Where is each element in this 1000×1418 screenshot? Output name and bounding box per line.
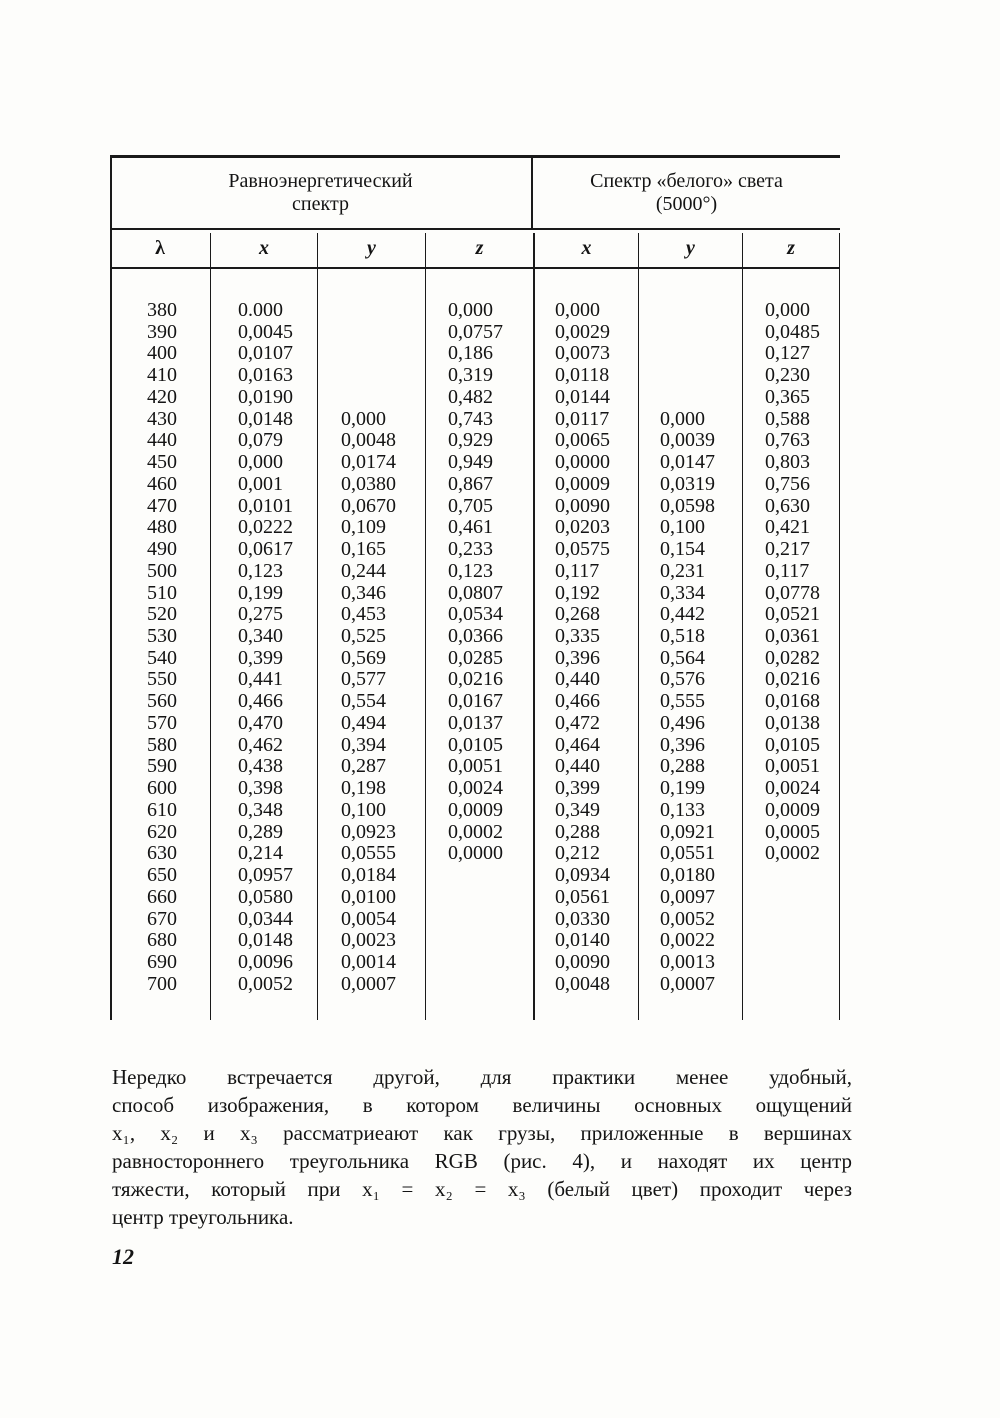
table-cell: 0,0148	[238, 929, 293, 952]
table-cell: 0,0222	[238, 516, 293, 539]
table-cell: 0,365	[765, 385, 810, 408]
table-cell: 0,0073	[555, 342, 610, 365]
table-cell: 0,0002	[448, 820, 503, 843]
table-cell: 0,482	[448, 385, 493, 408]
table-cell: 0,588	[765, 407, 810, 430]
table-cell: 660	[147, 885, 177, 908]
table-cell: 0,0000	[555, 451, 610, 474]
col-header-lambda: λ	[155, 237, 165, 259]
page-number: 12	[112, 1244, 134, 1269]
table-cell: 0,0138	[765, 711, 820, 734]
table-cell: 0,0024	[765, 777, 820, 800]
table-cell	[765, 974, 820, 996]
table-cell: 0,0005	[765, 820, 820, 843]
table-cell: 580	[147, 733, 177, 756]
table-cell: 0,0485	[765, 320, 820, 343]
table-cell: 0,440	[555, 668, 600, 691]
body-paragraph	[112, 1063, 852, 1231]
table-cell: 0,0190	[238, 385, 293, 408]
table-cell: 500	[147, 559, 177, 582]
table-cell: 0,399	[555, 777, 600, 800]
header-mid-rule	[110, 228, 840, 230]
table-cell: 0,348	[238, 798, 283, 821]
table-cell: 420	[147, 385, 177, 408]
table-cell: 520	[147, 603, 177, 626]
table-cell: 490	[147, 538, 177, 561]
left-border	[110, 155, 112, 1020]
table-cell: 650	[147, 864, 177, 887]
paragraph-line: способ изображения, в котором величины основных ощущений	[112, 1093, 852, 1117]
table-cell: 0,288	[660, 755, 705, 778]
table-cell: 0,0051	[765, 755, 820, 778]
paragraph-line: Нередко встречается другой, для практики менее удобный,	[112, 1065, 852, 1089]
table-cell	[765, 887, 820, 909]
table-cell: 0,0101	[238, 494, 293, 517]
table-cell: 0,0148	[238, 407, 293, 430]
table-cell: 0,334	[660, 581, 705, 604]
table-cell: 0,0216	[448, 668, 503, 691]
table-cell: 410	[147, 364, 177, 387]
table-cell: 0,564	[660, 646, 705, 669]
table-cell: 0,0561	[555, 885, 610, 908]
table-cell: 0,0807	[448, 581, 503, 604]
table-cell: 0,0024	[448, 777, 503, 800]
table-cell: 0,335	[555, 625, 600, 648]
table-cell: 0,438	[238, 755, 283, 778]
table-cell: 0,441	[238, 668, 283, 691]
table-cell: 0,630	[765, 494, 810, 517]
table-cell: 0,217	[765, 538, 810, 561]
divider-2	[317, 233, 318, 1020]
table-top-rule	[110, 155, 840, 158]
table-cell: 0.000	[238, 299, 283, 321]
table-cell	[660, 365, 715, 387]
table-cell: 0,0048	[555, 972, 610, 995]
table-cell: 680	[147, 929, 177, 952]
table-cell: 0,0330	[555, 907, 610, 930]
table-cell	[341, 365, 396, 387]
table-cell: 0,576	[660, 668, 705, 691]
table-cell: 0,288	[555, 820, 600, 843]
table-cell: 400	[147, 342, 177, 365]
table-cell: 0,577	[341, 668, 386, 691]
table-cell: 0,0048	[341, 429, 396, 452]
table-cell	[341, 322, 396, 344]
table-cell: 0,000	[660, 407, 705, 430]
table-cell: 0,472	[555, 711, 600, 734]
table-cell: 0,0180	[660, 864, 715, 887]
table-cell: 480	[147, 516, 177, 539]
table-cell: 0,212	[555, 842, 600, 865]
table-cell: 0,0052	[238, 972, 293, 995]
table-cell: 0,346	[341, 581, 386, 604]
divider-3	[425, 233, 426, 1020]
table-cell: 0,743	[448, 407, 493, 430]
table-cell: 0,0282	[765, 646, 820, 669]
table-cell: 0,231	[660, 559, 705, 582]
table-cell: 0,0100	[341, 885, 396, 908]
table-cell	[341, 387, 396, 409]
table-cell: 0,763	[765, 429, 810, 452]
table-cell	[765, 865, 820, 887]
table-cell: 0,0923	[341, 820, 396, 843]
table-cell: 630	[147, 842, 177, 865]
table-cell	[341, 300, 396, 322]
table-cell: 0,0174	[341, 451, 396, 474]
table-cell	[765, 930, 820, 952]
table-cell: 0,198	[341, 777, 386, 800]
table-cell: 0,0118	[555, 364, 610, 387]
table-cell: 0,0000	[448, 842, 503, 865]
wl-x-column	[555, 300, 610, 996]
table-cell: 0,0014	[341, 951, 396, 974]
table-cell: 0,0096	[238, 951, 293, 974]
table-cell: 0,0216	[765, 668, 820, 691]
table-cell: 0,466	[238, 690, 283, 713]
table-cell: 0,0009	[555, 472, 610, 495]
table-cell	[341, 343, 396, 365]
table-cell: 0,0007	[660, 972, 715, 995]
table-cell: 0,123	[448, 559, 493, 582]
table-cell: 0,0344	[238, 907, 293, 930]
table-cell: 0,0144	[555, 385, 610, 408]
table-cell: 0,275	[238, 603, 283, 626]
table-cell: 0,349	[555, 798, 600, 821]
ee-z-column	[448, 300, 503, 996]
table-cell	[660, 322, 715, 344]
table-cell	[765, 909, 820, 931]
col-header-ee-x: x	[259, 237, 269, 259]
table-cell: 0,000	[555, 299, 600, 321]
table-cell	[660, 300, 715, 322]
table-cell	[448, 974, 503, 996]
table-cell: 430	[147, 407, 177, 430]
table-cell: 0,803	[765, 451, 810, 474]
table-cell: 0,470	[238, 711, 283, 734]
table-cell: 0,289	[238, 820, 283, 843]
table-cell: 0,464	[555, 733, 600, 756]
table-cell: 0,100	[660, 516, 705, 539]
table-cell: 0,0551	[660, 842, 715, 865]
table-cell: 0,0054	[341, 907, 396, 930]
table-cell: 0,000	[238, 451, 283, 474]
table-cell: 0,287	[341, 755, 386, 778]
table-cell: 0,001	[238, 472, 283, 495]
paragraph-line: тяжести, который при x₁ = x₂ = x₃ (белый цвет) проходит через	[112, 1177, 852, 1201]
table-cell: 0,268	[555, 603, 600, 626]
table-cell: 0,109	[341, 516, 386, 539]
color-data-table	[110, 155, 840, 1025]
table-cell: 0,192	[555, 581, 600, 604]
table-cell: 0,494	[341, 711, 386, 734]
table-cell: 0,525	[341, 625, 386, 648]
table-cell: 600	[147, 777, 177, 800]
paragraph-line: равностороннего треугольника RGB (рис. 4), и находят их центр	[112, 1149, 852, 1173]
table-cell: 0,0137	[448, 711, 503, 734]
table-cell: 530	[147, 625, 177, 648]
table-cell: 0,0380	[341, 472, 396, 495]
divider-5	[638, 233, 639, 1020]
table-cell: 0,496	[660, 711, 705, 734]
table-cell: 0,000	[765, 299, 810, 321]
col-header-wl-z: z	[787, 237, 795, 259]
table-cell: 0,0555	[341, 842, 396, 865]
wl-y-column	[660, 300, 715, 996]
table-cell: 0,867	[448, 472, 493, 495]
table-cell: 0,0757	[448, 320, 503, 343]
table-cell: 0,199	[238, 581, 283, 604]
table-cell: 0,117	[555, 559, 600, 582]
divider-1	[210, 233, 211, 1020]
divider-7	[839, 233, 840, 1020]
table-cell: 0,0184	[341, 864, 396, 887]
table-cell: 610	[147, 798, 177, 821]
table-cell: 700	[147, 972, 177, 995]
table-cell	[660, 387, 715, 409]
table-cell: 0,442	[660, 603, 705, 626]
wl-z-column	[765, 300, 820, 996]
table-cell: 0,0039	[660, 429, 715, 452]
table-cell: 0,0013	[660, 951, 715, 974]
table-cell: 460	[147, 472, 177, 495]
table-cell: 0,0617	[238, 538, 293, 561]
table-cell: 550	[147, 668, 177, 691]
ee-x-column	[238, 300, 293, 996]
table-cell: 670	[147, 907, 177, 930]
paragraph-line: x₁, x₂ и x₃ рассматриеают как грузы, приложенные в вершинах	[112, 1121, 852, 1145]
table-cell	[765, 952, 820, 974]
table-cell: 0,554	[341, 690, 386, 713]
table-cell: 0,079	[238, 429, 283, 452]
header-bottom-rule	[110, 267, 840, 269]
table-cell: 0,340	[238, 625, 283, 648]
table-cell: 0,214	[238, 842, 283, 865]
table-cell: 0,0022	[660, 929, 715, 952]
table-cell: 0,0168	[765, 690, 820, 713]
table-cell: 0,0105	[765, 733, 820, 756]
table-cell: 0,0009	[765, 798, 820, 821]
table-cell: 0,0147	[660, 451, 715, 474]
table-cell: 0,0097	[660, 885, 715, 908]
table-cell: 0,165	[341, 538, 386, 561]
table-cell: 0,0319	[660, 472, 715, 495]
table-cell: 0,0009	[448, 798, 503, 821]
table-cell: 0,0957	[238, 864, 293, 887]
table-cell: 0,929	[448, 429, 493, 452]
table-cell: 440	[147, 429, 177, 452]
table-cell: 0,0921	[660, 820, 715, 843]
table-cell: 450	[147, 451, 177, 474]
col-header-ee-y: y	[367, 237, 376, 259]
table-cell	[448, 930, 503, 952]
table-cell: 0,0045	[238, 320, 293, 343]
col-header-wl-y: y	[686, 237, 695, 259]
table-cell: 0,319	[448, 364, 493, 387]
table-cell: 0,949	[448, 451, 493, 474]
paragraph-line: центр треугольника.	[112, 1205, 294, 1229]
table-cell: 0,453	[341, 603, 386, 626]
table-cell: 0,0002	[765, 842, 820, 865]
table-cell: 0,0051	[448, 755, 503, 778]
table-cell: 0,230	[765, 364, 810, 387]
table-cell: 0,123	[238, 559, 283, 582]
table-cell: 0,0052	[660, 907, 715, 930]
table-cell	[448, 865, 503, 887]
table-cell: 0,127	[765, 342, 810, 365]
col-header-wl-x: x	[581, 237, 592, 259]
table-cell: 0,462	[238, 733, 283, 756]
table-cell: 0,399	[238, 646, 283, 669]
equal-energy-header: Равноэнергетический спектр	[228, 170, 413, 215]
table-cell: 0,0090	[555, 951, 610, 974]
table-cell: 0,396	[660, 733, 705, 756]
table-cell: 0,000	[341, 407, 386, 430]
table-cell: 570	[147, 711, 177, 734]
table-cell: 0,0203	[555, 516, 610, 539]
table-cell: 0,117	[765, 559, 810, 582]
divider-4	[533, 233, 535, 1020]
table-cell: 0,0163	[238, 364, 293, 387]
table-cell: 0,461	[448, 516, 493, 539]
table-cell: 0,421	[765, 516, 810, 539]
table-cell: 0,0107	[238, 342, 293, 365]
table-cell: 0,398	[238, 777, 283, 800]
table-cell	[448, 952, 503, 974]
table-cell: 0,000	[448, 299, 493, 321]
table-cell: 0,233	[448, 538, 493, 561]
table-cell: 0,0778	[765, 581, 820, 604]
table-cell: 590	[147, 755, 177, 778]
table-cell: 0,0285	[448, 646, 503, 669]
table-cell: 510	[147, 581, 177, 604]
table-cell: 0,0598	[660, 494, 715, 517]
table-cell: 0,0521	[765, 603, 820, 626]
table-cell: 0,0140	[555, 929, 610, 952]
table-cell: 0,0934	[555, 864, 610, 887]
table-cell: 540	[147, 646, 177, 669]
table-cell: 0,518	[660, 625, 705, 648]
table-cell: 0,0580	[238, 885, 293, 908]
table-cell: 0,100	[341, 798, 386, 821]
table-cell: 620	[147, 820, 177, 843]
table-cell	[448, 887, 503, 909]
table-cell	[660, 343, 715, 365]
ee-y-column	[341, 300, 396, 996]
table-cell: 390	[147, 320, 177, 343]
table-cell: 0,0023	[341, 929, 396, 952]
table-cell: 0,569	[341, 646, 386, 669]
table-cell: 0,756	[765, 472, 810, 495]
table-cell: 0,394	[341, 733, 386, 756]
table-cell: 0,0366	[448, 625, 503, 648]
table-cell: 0,466	[555, 690, 600, 713]
table-cell: 0,396	[555, 646, 600, 669]
table-cell: 0,186	[448, 342, 493, 365]
table-cell: 560	[147, 690, 177, 713]
table-cell: 0,0117	[555, 407, 610, 430]
table-cell: 690	[147, 951, 177, 974]
table-cell: 0,154	[660, 538, 705, 561]
table-cell: 0,0361	[765, 625, 820, 648]
table-cell: 0,0670	[341, 494, 396, 517]
table-cell	[448, 909, 503, 931]
table-cell: 0,0029	[555, 320, 610, 343]
table-cell: 470	[147, 494, 177, 517]
table-cell: 0,0534	[448, 603, 503, 626]
table-cell: 0,133	[660, 798, 705, 821]
table-cell: 0,0065	[555, 429, 610, 452]
table-cell: 0,705	[448, 494, 493, 517]
table-cell: 0,0167	[448, 690, 503, 713]
divider-6	[742, 233, 743, 1020]
table-cell: 0,244	[341, 559, 386, 582]
table-cell: 0,555	[660, 690, 705, 713]
table-cell: 0,0007	[341, 972, 396, 995]
white-light-header: Спектр «белого» света (5000°)	[590, 170, 783, 215]
table-cell: 0,0090	[555, 494, 610, 517]
table-cell: 380	[147, 299, 177, 321]
table-cell: 0,0575	[555, 538, 610, 561]
wavelength-column	[147, 300, 177, 996]
table-cell: 0,0105	[448, 733, 503, 756]
col-header-ee-z: z	[475, 237, 484, 259]
table-cell: 0,440	[555, 755, 600, 778]
table-cell: 0,199	[660, 777, 705, 800]
